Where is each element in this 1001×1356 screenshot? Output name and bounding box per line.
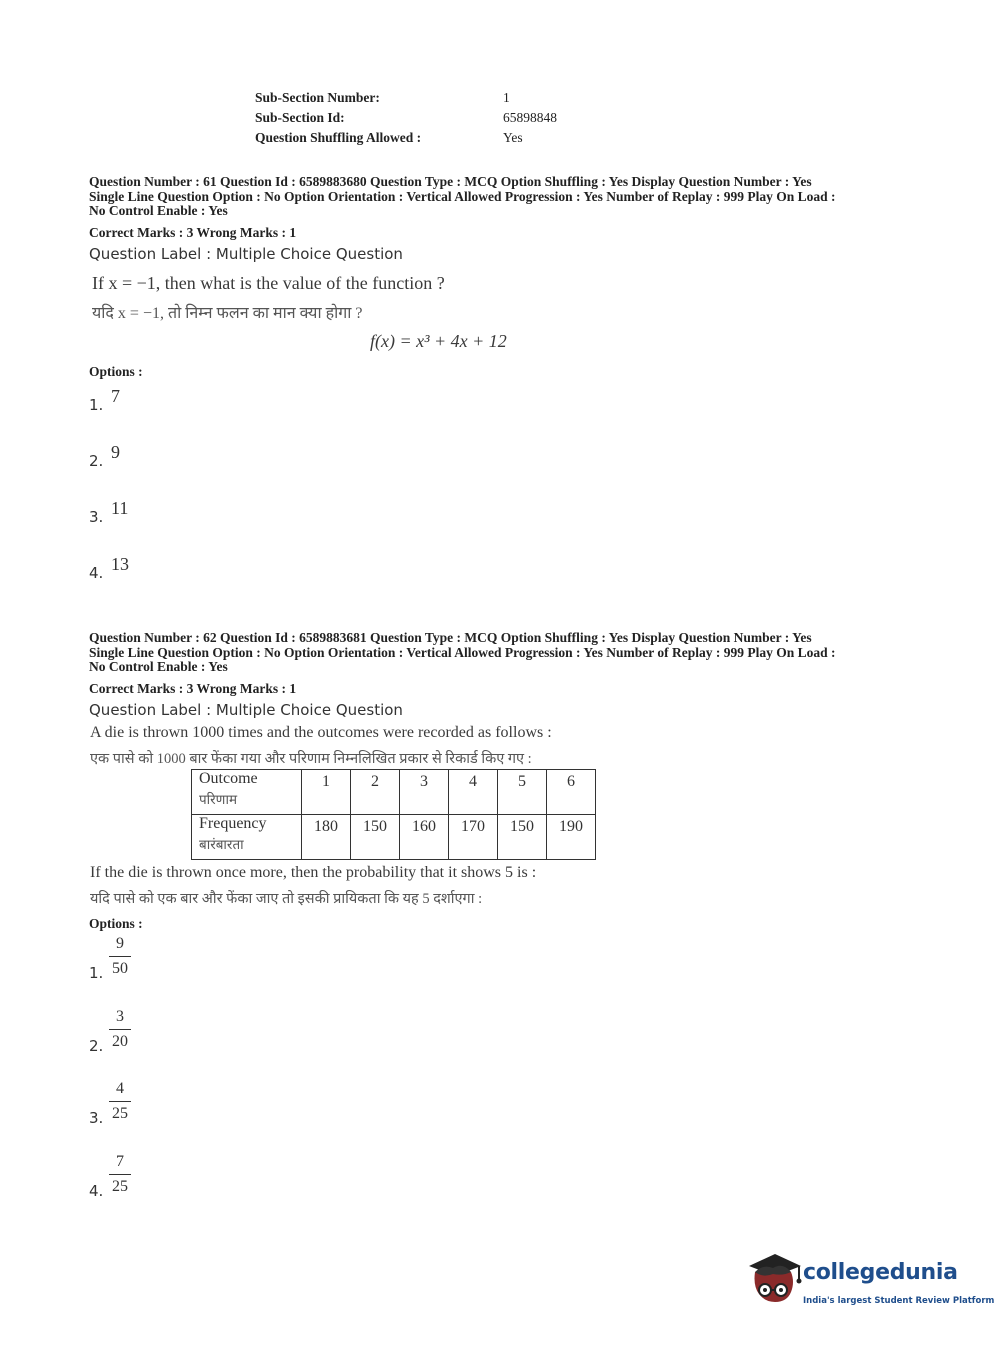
option-number: 4. <box>89 1182 104 1200</box>
option-value: 9 <box>111 442 120 462</box>
frequency-header-english: Frequency <box>199 815 267 832</box>
logo-tagline: India's largest Student Review Platform <box>803 1296 995 1306</box>
meta-line: No Control Enable : Yes <box>89 659 228 674</box>
question-62-followup-english: If the die is thrown once more, then the probability that it shows 5 is : <box>90 864 537 881</box>
question-marks: Correct Marks : 3 Wrong Marks : 1 <box>89 224 297 240</box>
option-fraction <box>109 1079 131 1124</box>
table-cell: 5 <box>498 770 547 815</box>
option-fraction <box>109 1152 131 1197</box>
option-fraction <box>109 934 131 979</box>
student-mascot-icon <box>743 1250 803 1318</box>
subsection-id-value: 65898848 <box>503 110 557 125</box>
table-cell: 170 <box>449 815 498 860</box>
frequency-header <box>192 815 302 860</box>
numerator: 3 <box>116 1008 124 1025</box>
options-label: Options : <box>89 364 143 379</box>
numerator: 4 <box>116 1080 124 1097</box>
question-meta <box>89 175 919 219</box>
option-number: 3. <box>89 1109 104 1127</box>
fraction-bar <box>109 1174 131 1175</box>
meta-line: Question Number : 62 Question Id : 6589883681 Question Type : MCQ Option Shuffling : Yes Display Question Number : Yes <box>89 630 812 645</box>
table-cell: 180 <box>302 815 351 860</box>
table-cell: 2 <box>351 770 400 815</box>
outcome-header-hindi: परिणाम <box>199 792 238 807</box>
option-number: 1. <box>89 396 104 414</box>
question-61-text-english: If x = −1, then what is the value of the function ? <box>92 273 445 293</box>
meta-line: Single Line Question Option : No Option Orientation : Vertical Allowed Progression : Yes Number of Replay : 999 Play On Load : <box>89 644 836 660</box>
denominator: 20 <box>112 1033 128 1050</box>
denominator: 25 <box>112 1105 128 1122</box>
option-number: 2. <box>89 1037 104 1055</box>
numerator: 9 <box>116 935 124 952</box>
fraction-bar <box>109 1101 131 1102</box>
table-cell: 3 <box>400 770 449 815</box>
subsection-info <box>255 90 557 150</box>
subsection-number-value: 1 <box>503 90 510 105</box>
denominator: 25 <box>112 1178 128 1195</box>
question-61-formula: f(x) = x³ + 4x + 12 <box>370 331 507 351</box>
meta-line: No Control Enable : Yes <box>89 203 228 218</box>
table-cell: 4 <box>449 770 498 815</box>
outcome-header <box>192 770 302 815</box>
table-cell: 150 <box>498 815 547 860</box>
option-number: 1. <box>89 964 104 982</box>
table-cell: 150 <box>351 815 400 860</box>
question-shuffling-value: Yes <box>503 130 523 145</box>
fraction-bar <box>109 1029 131 1030</box>
question-meta <box>89 631 919 675</box>
meta-line: Question Number : 61 Question Id : 6589883680 Question Type : MCQ Option Shuffling : Yes Display Question Number : Yes <box>89 174 812 189</box>
question-shuffling-label: Question Shuffling Allowed : <box>255 130 422 145</box>
option-value: 13 <box>111 554 129 574</box>
subsection-id-label: Sub-Section Id: <box>255 110 345 125</box>
question-61-header <box>89 175 919 263</box>
outcome-header-english: Outcome <box>199 770 258 787</box>
meta-line: Single Line Question Option : No Option Orientation : Vertical Allowed Progression : Yes Number of Replay : 999 Play On Load : <box>89 188 836 204</box>
numerator: 7 <box>116 1153 124 1170</box>
question-marks: Correct Marks : 3 Wrong Marks : 1 <box>89 680 297 696</box>
subsection-number-label: Sub-Section Number: <box>255 90 380 105</box>
table-cell: 6 <box>547 770 596 815</box>
table-row <box>192 770 596 815</box>
question-62-header <box>89 631 919 719</box>
collegedunia-logo <box>743 1250 995 1320</box>
question-62-text-hindi: एक पासे को 1000 बार फेंका गया और परिणाम निम्नलिखित प्रकार से रिकार्ड किए गए : <box>90 751 532 767</box>
logo-wordmark: collegedunia <box>803 1260 958 1285</box>
question-61-text-hindi: यदि x = −1, तो निम्न फलन का मान क्या होगा ? <box>92 305 363 322</box>
question-label: Question Label : Multiple Choice Question <box>89 700 403 719</box>
table-cell: 160 <box>400 815 449 860</box>
option-number: 4. <box>89 564 104 582</box>
fraction-bar <box>109 956 131 957</box>
option-value: 7 <box>111 386 120 406</box>
table-cell: 190 <box>547 815 596 860</box>
table-row <box>192 815 596 860</box>
question-62-text-english: A die is thrown 1000 times and the outcomes were recorded as follows : <box>90 724 552 741</box>
denominator: 50 <box>112 960 128 977</box>
option-number: 3. <box>89 508 104 526</box>
option-fraction <box>109 1007 131 1052</box>
options-label: Options : <box>89 916 143 931</box>
option-number: 2. <box>89 452 104 470</box>
frequency-table <box>191 769 596 860</box>
frequency-header-hindi: बारंबारता <box>199 837 244 852</box>
option-value: 11 <box>111 498 129 518</box>
table-cell: 1 <box>302 770 351 815</box>
question-62-followup-hindi: यदि पासे को एक बार और फेंका जाए तो इसकी प्रायिकता कि यह 5 दर्शाएगा : <box>90 891 483 907</box>
question-label: Question Label : Multiple Choice Question <box>89 244 403 263</box>
